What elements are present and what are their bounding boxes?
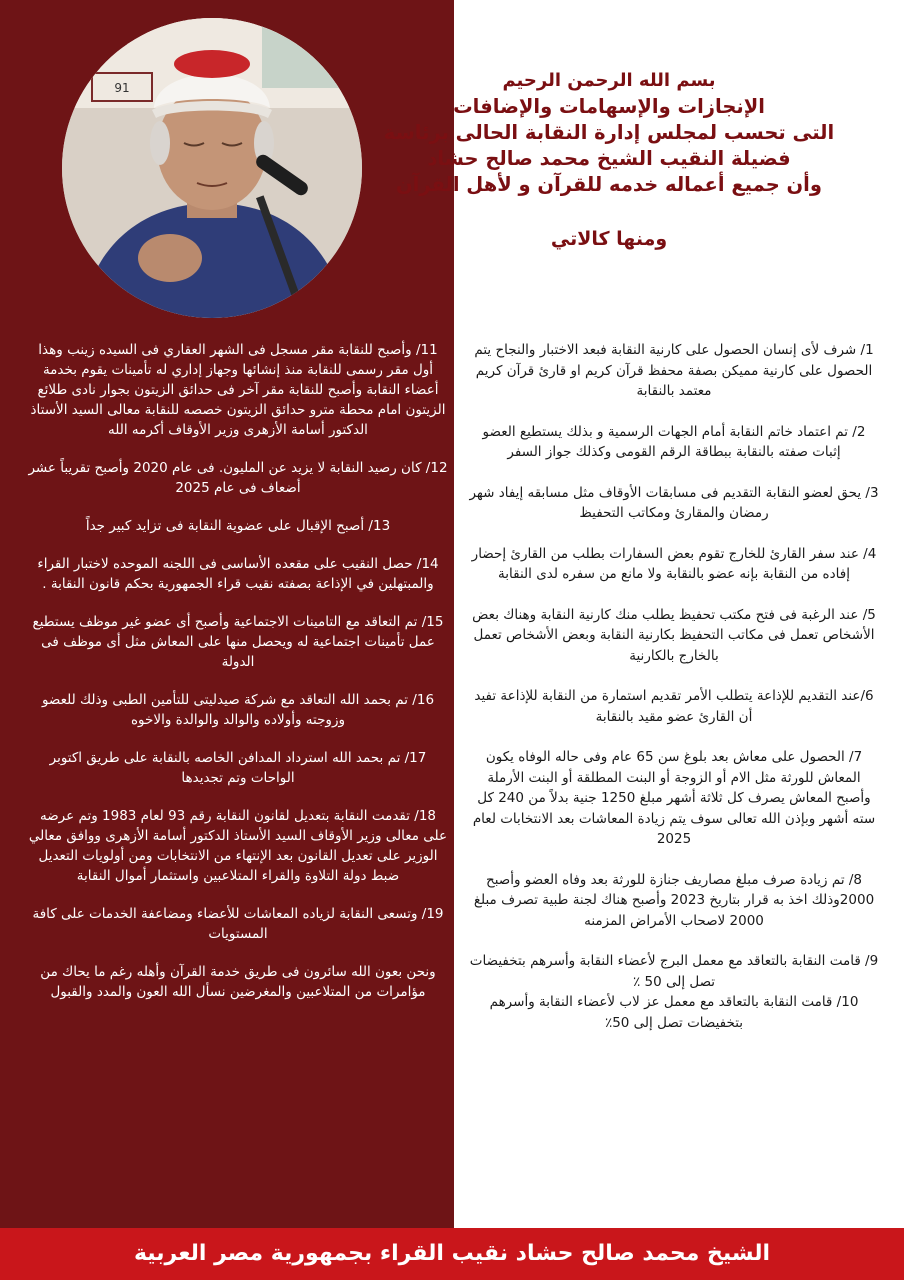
achievement-item: 14/ حصل النقيب على مقعده الأساسى فى اللجنه الموحده لاختبار القراء والمبتهلين في الإذاعة بصفته نقيب قراء الجمهورية بحكم قانون النقابة . bbox=[37, 556, 439, 592]
achievement-item: 15/ تم التعاقد مع التامينات الاجتماعية وأصبح أى عضو غير موظف يستطيع عمل تأمينات اجتماعية له ويحصل منها على المعاش مثل أى موظف فى الدولة bbox=[32, 614, 444, 670]
achievement-item: 16/ تم بحمد الله التعاقد مع شركة صيدليتى للتأمين الطبى وذلك للعضو وزوجته وأولاده والوالد والوالدة والاخوه bbox=[41, 692, 435, 728]
achievement-item: 8/ تم زيادة صرف مبلغ مصاريف جنازة للورثة بعد وفاه العضو وأصبح 2000وذلك اخذ به قرار بتاريخ 2023 وأصبح هناك لجنة طبية تصرف مبلغ 2000 لاصحاب الأمراض المزمنه bbox=[473, 871, 875, 929]
achievement-item: 1/ شرف لأى إنسان الحصول على كارنية النقابة فبعد الاختبار والنجاح يتم الحصول على كارنية مميكن بصفة محفظ قرآن كريم او قارئ قرآن كريم معتمد بالنقابة bbox=[474, 342, 874, 399]
achievement-item: 5/ عند الرغبة فى فتح مكتب تحفيظ يطلب منك كارنية النقابة وهناك بعض الأشخاص تعمل فى مكاتب التحفيظ بكارنية النقابة وبعض الأشخاص تعمل بالخارج بالكارنية bbox=[472, 606, 876, 664]
achievement-item: 18/ تقدمت النقابة بتعديل لقانون النقابة رقم 93 لعام 1983 وتم عرضه على معالى وزير الأوقاف السيد الأستاذ الدكتور أسامة الأزهرى ووافق معالي الوزير على تعديل القانون بعد الإنتهاء من الانتخابات ومن أولويات التعديل ضبط دولة التلاوة والقراء المتلاعبين واستثمار أموال النقابة bbox=[28, 808, 448, 884]
achievement-item: 4/ عند سفر القارئ للخارج تقوم بعض السفارات بطلب من القارئ إحضار إفاده من النقابة بإنه عضو بالنقابة ولا مانع من سفره لدى النقابة bbox=[471, 545, 877, 582]
portrait-illustration bbox=[62, 18, 362, 318]
achievement-item: 13/ أصبح الإقبال على عضوية النقابة فى تزايد كبير جداً bbox=[85, 518, 391, 534]
achievement-item: 7/ الحصول على معاش بعد بلوغ سن 65 عام وفى حاله الوفاه يكون المعاش للورثة مثل الام أو الزوجة أو البنت المطلقة أو البنت الأرملة وأصبح المعاش يصرف كل ثلاثة أشهر مبلغ 1250 جنية بدلاً من 240 كل سته أشهر وبإذن الله تعالى سوف يتم زيادة المعاشات بعد الانتخابات لعام 2025 bbox=[472, 749, 876, 847]
basmala-line: بسم الله الرحمن الرحيم bbox=[502, 70, 716, 91]
achievement-item: 2/ تم اعتماد خاتم النقابة أمام الجهات الرسمية و بذلك يستطيع العضو إثبات صفته بالنقابة ببطاقة الرقم القومى وكذلك جواز السفر bbox=[482, 423, 866, 460]
achievements-list-left bbox=[28, 340, 448, 1020]
achievement-item: 12/ كان رصيد النقابة لا يزيد عن المليون. فى عام 2020 وأصبح تقريباً عشر أضعاف فى عام 2025 bbox=[28, 460, 448, 496]
sheikh-portrait-photo bbox=[62, 18, 362, 318]
achievement-item: 17/ تم بحمد الله استرداد المدافن الخاصه بالنقابة على طريق اكتوبر الواحات وتم تجديدها bbox=[49, 750, 427, 786]
closing-statement: ونحن بعون الله سائرون فى طريق خدمة القرآن وأهله رغم ما يحاك من مؤامرات من المتلاعبين والمغرضين نسأل الله العون والمدد والقبول bbox=[40, 964, 436, 1000]
achievement-item: 3/ يحق لعضو النقابة التقديم فى مسابقات الأوقاف مثل مسابقه إيفاد شهر رمضان والمقارئ ومكاتب التحفيظ bbox=[469, 484, 879, 521]
achievement-item: 11/ وأصبح للنقابة مقر مسجل فى الشهر العقاري فى السيده زينب وهذا أول مقر رسمى للنقابة منذ إنشائها وجهاز إداري له تأمينات يقوم بخدمة أعضاء النقابة وأصبح للنقابة مقر آخر فى حدائق الزيتون بجوار نادى طلائع الزيتون امام محطة مترو حدائق الزيتون خصصه للنقابة معالى السيد الأستاذ الدكتور أسامة الأزهرى وزير الأوقاف أكرمه الله bbox=[30, 342, 446, 438]
achievements-list-right bbox=[468, 340, 880, 1033]
header-block bbox=[374, 68, 844, 250]
achievement-item: 9/ قامت النقابة بالتعاقد مع معمل البرج لأعضاء النقابة وأسرهم بتخفيضات تصل إلى 50 ٪ bbox=[469, 953, 879, 990]
header-title-line: الإنجازات والإسهامات والإضافات bbox=[453, 95, 765, 118]
achievement-item: 6/عند التقديم للإذاعة يتطلب الأمر تقديم استمارة من النقابة للإذاعة تفيد أن القارئ عضو مقيد بالنقابة bbox=[474, 688, 874, 725]
header-title-line: وأن جميع أعماله خدمه للقرآن و لأهل القرآن bbox=[396, 173, 822, 196]
achievement-item: 10/ قامت النقابة بالتعاقد مع معمل عز لاب لأعضاء النقابة وأسرهم بتخفيضات تصل إلى 50٪ bbox=[489, 994, 859, 1031]
footer-banner: الشيخ محمد صالح حشاد نقيب القراء بجمهورية مصر العربية bbox=[0, 1228, 904, 1280]
achievement-item: 19/ وتسعى النقابة لزياده المعاشات للأعضاء ومضاعفة الخدمات على كافة المستويات bbox=[32, 906, 444, 942]
frame-number: 91 bbox=[114, 81, 130, 95]
header-title-line: فضيلة النقيب الشيخ محمد صالح حشاد bbox=[427, 147, 791, 170]
header-subtitle: ومنها كالاتي bbox=[550, 228, 668, 250]
header-title-line: التى تحسب لمجلس إدارة النقابة الحالى برئاسة bbox=[383, 121, 835, 144]
